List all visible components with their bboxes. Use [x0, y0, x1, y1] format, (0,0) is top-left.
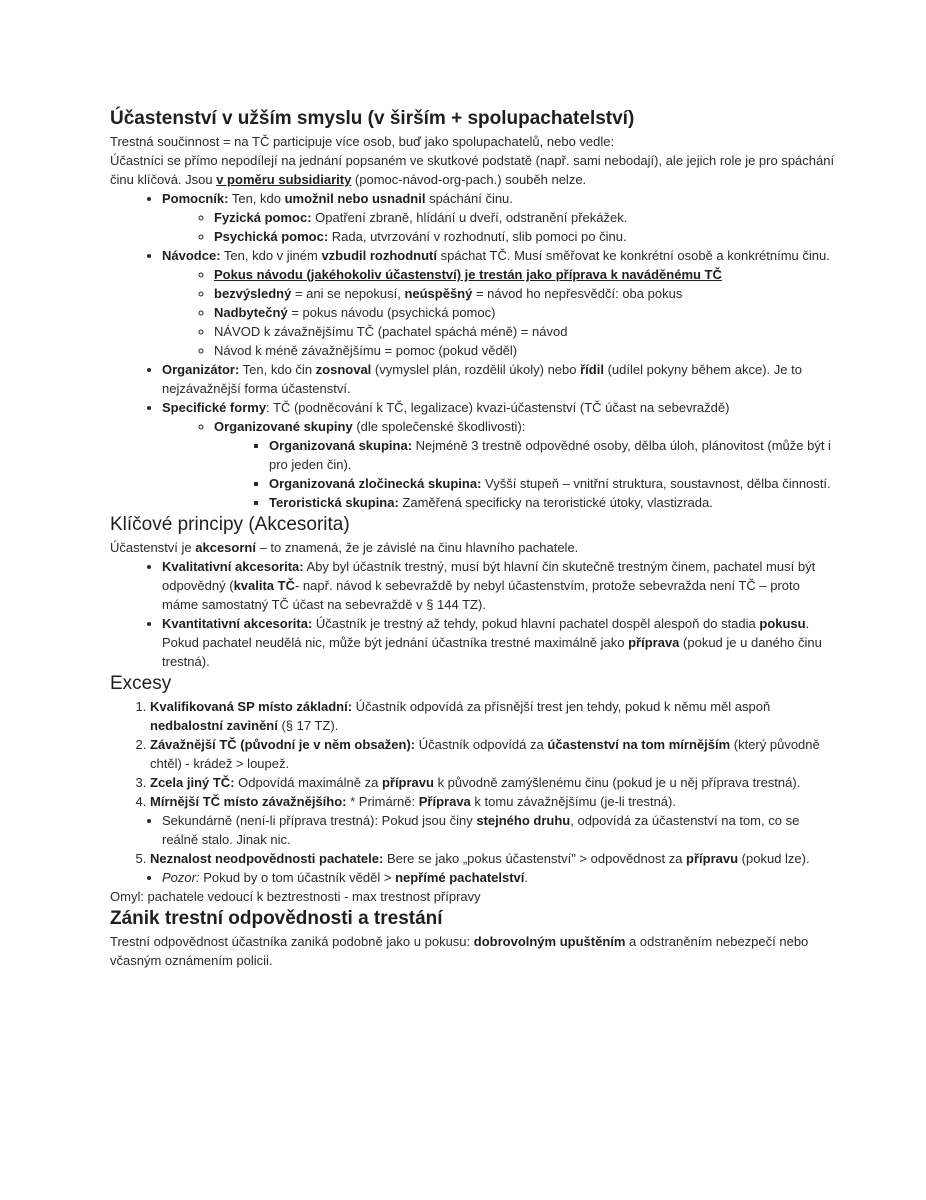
text-run-bold: umožnil nebo usnadnil [284, 191, 426, 206]
heading-participation: Účastenství v užším smyslu (v širším + spolupachatelství) [110, 108, 635, 129]
excess-bullet-1 [110, 811, 836, 849]
text-run: – to znamená, že je závislé na činu hlavního pachatele. [255, 540, 579, 555]
text-run: (který původně chtěl) - krádež > loupež. [150, 737, 820, 771]
text-run-bold: Příprava [418, 794, 471, 809]
text-run: (§ 17 TZ). [277, 718, 339, 733]
excess-list-2 [110, 849, 836, 868]
term: Nadbytečný [214, 305, 288, 320]
list-item-zlocinecka-skupina [269, 474, 836, 493]
text-run-bold: nepřímé pachatelství [395, 870, 525, 885]
text-run: * Primárně: [346, 794, 419, 809]
term-navodce: Návodce: [162, 248, 221, 263]
list-item-navodce [162, 246, 836, 360]
term: Závažnější TČ (původní je v něm obsažen): [150, 737, 416, 752]
text-run: Účastenství je [110, 540, 196, 555]
text-run: Aby byl účastník trestný, musí být hlavní čin skutečně trestným činem, pachatel musí být odpovědný ( [162, 559, 816, 593]
term: Fyzická pomoc: [214, 210, 312, 225]
text-run: . Pokud pachatel neudělá nic, může být jednání účastníka trestné maximálně jako [162, 616, 810, 650]
text-run-bold: účastenství na tom mírnějším [547, 737, 731, 752]
text-run-bold: zosnoval [315, 362, 372, 377]
list-item-excess-4 [150, 792, 836, 811]
text-run: Účastník odpovídá za přísnější trest jen tehdy, pokud k němu měl aspoň [352, 699, 771, 714]
text-run-bold: pokusu [759, 616, 806, 631]
excess-bullet-2 [110, 868, 836, 887]
section-accessory [110, 512, 836, 671]
text-run: Opatření zbraně, hlídání u dveří, odstranění překážek. [311, 210, 628, 225]
section-participation [110, 106, 836, 512]
text-run: spáchání činu. [425, 191, 513, 206]
list-item-organizator [162, 360, 836, 398]
text-run-bold: řídil [580, 362, 604, 377]
text-run: = návod ho nepřesvědčí: oba pokus [472, 286, 683, 301]
heading-excesses: Excesy [110, 673, 172, 694]
paragraph-extinction [110, 932, 836, 970]
text-run: Rada, utvrzování v rozhodnutí, slib pomoci po činu. [328, 229, 627, 244]
list-item-organizovane-skupiny [214, 417, 836, 512]
text-run-italic: Pozor: [162, 870, 200, 885]
text-run: Účastníci se přímo nepodílejí na jednání popsaném ve skutkové podstatě (např. sami nebodají), ale jejich role je pro spáchání činu klíčová. Jsou [110, 153, 835, 187]
term: neúspěšný [404, 286, 473, 301]
text-run: (vymyslel plán, rozdělil úkoly) nebo [371, 362, 581, 377]
list-item-pozor [162, 868, 836, 887]
list-item-navod-zavaznejsi: ◦ NÁVOD k závažnějšímu TČ (pachatel spáchá méně) = návod [214, 322, 836, 341]
text-run: Bere se jako „pokus účastenství" > odpovědnost za [383, 851, 687, 866]
text-run-bold-underlined: v poměru subsidiarity [216, 172, 352, 187]
text-run-bold: nedbalostní zavinění [150, 718, 278, 733]
text-run-bold: kvalita TČ [233, 578, 295, 593]
list-item-kvalitativni [162, 557, 836, 614]
text-run: Pokud by o tom účastník věděl > [199, 870, 396, 885]
text-run: . [524, 870, 529, 885]
text-run: (pokud lze). [738, 851, 810, 866]
paragraph-accessory [110, 538, 836, 557]
text-run: k tomu závažnějšímu (je-li trestná). [470, 794, 676, 809]
text-run: = pokus návodu (psychická pomoc) [287, 305, 496, 320]
list-item-excess-1 [150, 697, 836, 735]
text-run: Ten, kdo čin [239, 362, 316, 377]
list-item-fyzicka-pomoc [214, 208, 836, 227]
term: Organizovaná skupina: [269, 438, 413, 453]
text-run: (udílel pokyny během akce). Je to nejzávažnější forma účastenství. [162, 362, 802, 396]
paragraph-participants [110, 151, 836, 189]
text-run: Trestní odpovědnost účastníka zaniká podobně jako u pokusu: [110, 934, 474, 949]
text-run-bold: příprava [628, 635, 680, 650]
text-run: Odpovídá maximálně za [234, 775, 382, 790]
list-item-nadbytecny [214, 303, 836, 322]
pomoc-sublist [162, 208, 836, 246]
list-item-organizovana-skupina [269, 436, 836, 474]
text-run: a odstraněním nebezpečí nebo včasným oznámením policii. [110, 934, 809, 968]
text-run: (pokud je u daného činu trestná). [162, 635, 822, 669]
term: Neznalost neodpovědnosti pachatele: [150, 851, 384, 866]
list-item-teroristicka-skupina [269, 493, 836, 512]
text-run-bold: stejného druhu [476, 813, 571, 828]
text-run: = ani se nepokusí, [291, 286, 405, 301]
text-run-bold: akcesorní [195, 540, 256, 555]
paragraph-omyl: Omyl: pachatele vedoucí k beztrestnosti - max trestnost přípravy [110, 889, 481, 904]
term-pomocnik: Pomocník: [162, 191, 229, 206]
section-excesses [110, 671, 836, 906]
term: Mírnější TČ místo závažnějšího: [150, 794, 347, 809]
text-run-bold: přípravu [686, 851, 739, 866]
list-item-excess-5 [150, 849, 836, 868]
text-run: , odpovídá za účastenství na tom, co se reálně stalo. Jinak nic. [162, 813, 800, 847]
text-run: Účastník je trestný až tehdy, pokud hlavní pachatel dospěl alespoň do stadia [312, 616, 760, 631]
text-run: (pomoc-návod-org-pach.) souběh nelze. [351, 172, 587, 187]
text-run: Ten, kdo [228, 191, 285, 206]
term-organizator: Organizátor: [162, 362, 240, 377]
list-item-sekundarne [162, 811, 836, 849]
list-item-bezvysledny [214, 284, 836, 303]
term: Psychická pomoc: [214, 229, 329, 244]
text-run-bold: přípravu [381, 775, 434, 790]
navod-sublist [162, 265, 836, 360]
heading-extinction: Zánik trestní odpovědnosti a trestání [110, 908, 443, 929]
term: Kvantitativní akcesorita: [162, 616, 313, 631]
participant-types-list [110, 189, 836, 512]
excess-list-1 [110, 697, 836, 811]
text-run: Ten, kdo v jiném [220, 248, 322, 263]
term: Organizované skupiny [214, 419, 353, 434]
text-run: - např. návod k sebevraždě by nebyl účastenstvím, protože sebevražda není TČ – proto máme samostatný TČ účast na sebevraždě v § 144 TZ). [162, 578, 800, 612]
paragraph-definition: Trestná součinnost = na TČ participuje více osob, buď jako spolupachatelů, nebo vedle: [110, 134, 615, 149]
term: Organizovaná zločinecká skupina: [269, 476, 482, 491]
text-run-bold-underlined: Pokus návodu (jakéhokoliv účastenství) je trestán jako příprava k naváděnému TČ [214, 267, 722, 282]
term: Teroristická skupina: [269, 495, 399, 510]
term: Kvalifikovaná SP místo základní: [150, 699, 353, 714]
specificke-sublist [162, 417, 836, 512]
text-run: k původně zamýšlenému činu (pokud je u něj příprava trestná). [433, 775, 801, 790]
text-run: Sekundárně (není-li příprava trestná): Pokud jsou činy [162, 813, 477, 828]
list-item-pomocnik [162, 189, 836, 246]
section-extinction [110, 906, 836, 970]
list-item-specificke-formy [162, 398, 836, 512]
text-run: spáchat TČ. Musí směřovat ke konkrétní osobě a konkrétnímu činu. [437, 248, 830, 263]
term: bezvýsledný [214, 286, 292, 301]
skupiny-sublist [214, 436, 836, 512]
text-run: Účastník odpovídá za [415, 737, 548, 752]
text-run-bold: vzbudil rozhodnutí [321, 248, 437, 263]
list-item-psychicka-pomoc [214, 227, 836, 246]
text-run: Zaměřená specificky na teroristické útoky, vlastizrada. [398, 495, 713, 510]
term: Kvalitativní akcesorita: [162, 559, 304, 574]
list-item-excess-3 [150, 773, 836, 792]
text-run: Nejméně 3 trestně odpovědné osoby, dělba úloh, plánovitost (může být i pro jeden čin). [269, 438, 831, 472]
accessory-list [110, 557, 836, 671]
heading-accessory: Klíčové principy (Akcesorita) [110, 514, 350, 535]
text-run: : TČ (podněcování k TČ, legalizace) kvazi-účastenství (TČ účast na sebevraždě) [266, 400, 730, 415]
list-item-pokus-navodu [214, 265, 836, 284]
list-item-excess-2 [150, 735, 836, 773]
text-run: Vyšší stupeň – vnitřní struktura, soustavnost, dělba činností. [481, 476, 831, 491]
text-run-bold: dobrovolným upuštěním [473, 934, 626, 949]
list-item-kvantitativni [162, 614, 836, 671]
text-run: (dle společenské škodlivosti): [352, 419, 526, 434]
term-specificke-formy: Specifické formy [162, 400, 267, 415]
term: Zcela jiný TČ: [150, 775, 235, 790]
list-item-navod-mene-zavazny: ◦ Návod k méně závažnějšímu = pomoc (pokud věděl) [214, 341, 836, 360]
